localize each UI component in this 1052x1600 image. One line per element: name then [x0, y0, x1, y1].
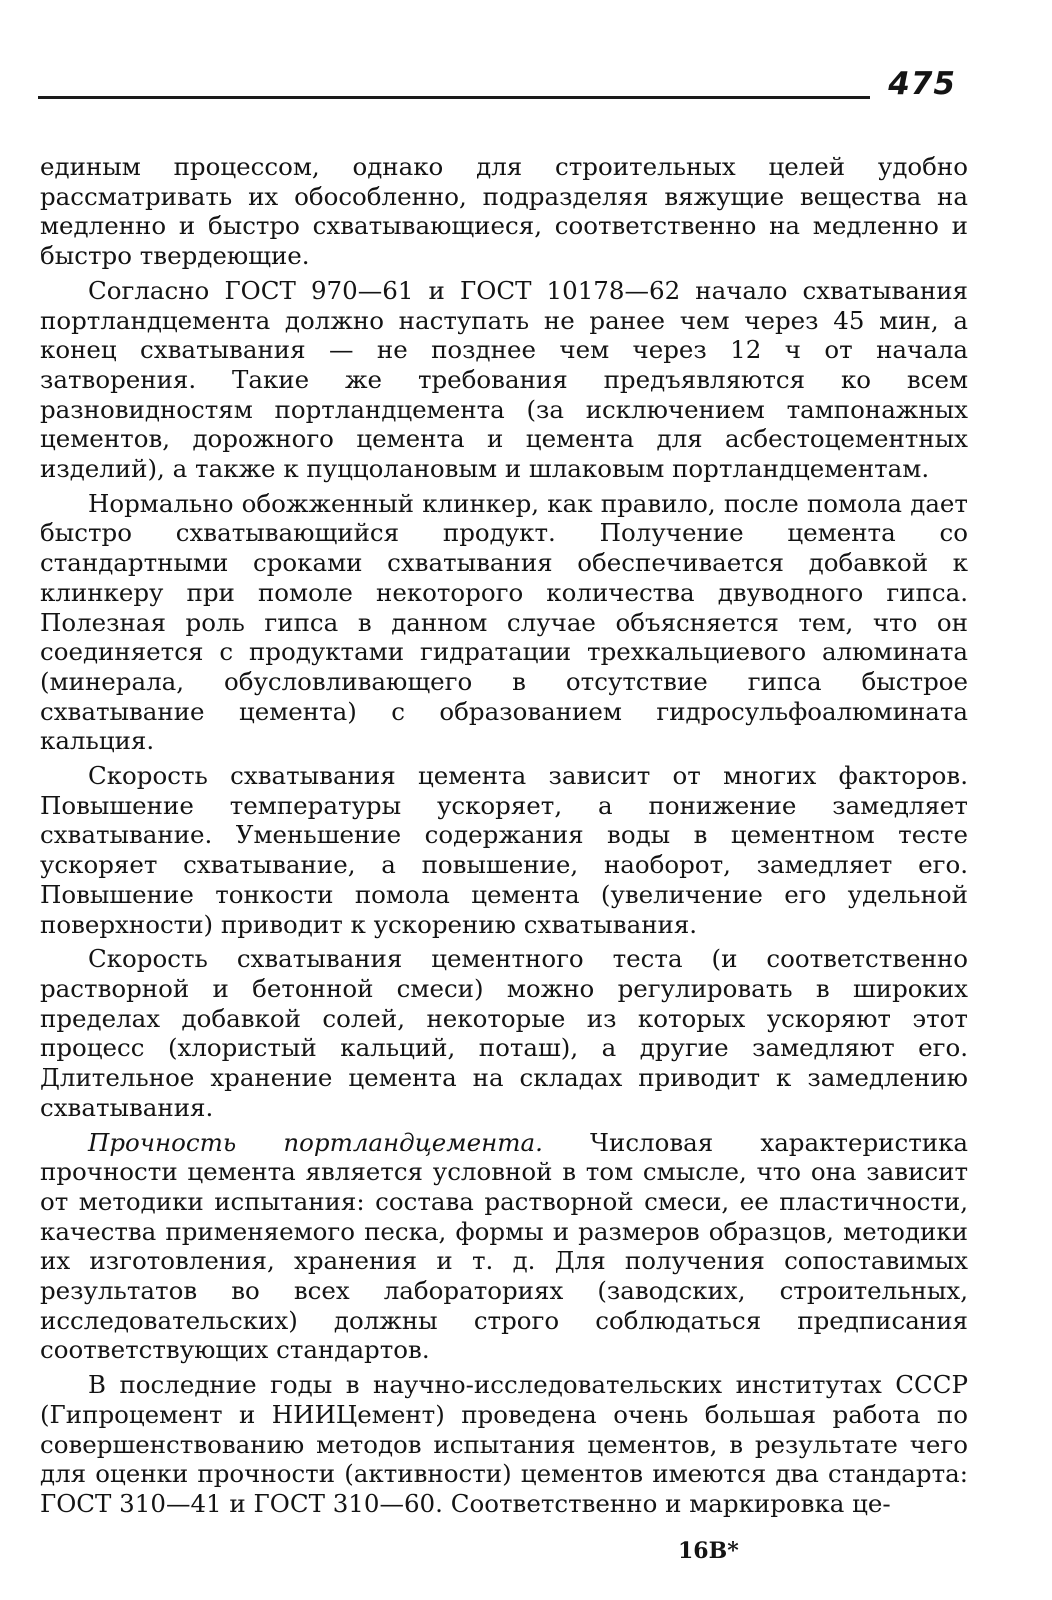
paragraph-salt-additives [40, 944, 968, 1122]
header-rule [38, 96, 870, 99]
body-text [40, 152, 968, 1519]
printer-signature-mark: 16В* [678, 1538, 739, 1564]
paragraph-gost-setting-times [40, 276, 968, 484]
paragraph-text: Скорость схватывания цементного теста (и соответственно растворной и бетонной смеси) можно регулировать в широких пределах добавкой солей, некоторые из которых ускоряют этот процесс (хлористый кальций, поташ), а другие замедляют его. Длительное хранение цемента на складах приводит к замедлению схватывания. [40, 944, 968, 1122]
page-number: 475 [888, 66, 956, 102]
paragraph-text: В последние годы в научно-исследовательских институтах СССР (Гипроцемент и НИИЦемент) проведена очень большая работа по совершенствованию методов испытания цементов, в результате чего для оценки прочности (активности) цементов имеются два стандарта: ГОСТ 310—41 и ГОСТ 310—60. Соответственно и маркировка це- [40, 1370, 968, 1518]
section-lead-heading: Прочность портландцемента. [88, 1127, 543, 1157]
paragraph-testing-standards [40, 1370, 968, 1519]
paragraph-setting-classification [40, 152, 968, 271]
paragraph-text: Нормально обожженный клинкер, как правило, после помола дает быстро схватывающийся продукт. Получение цемента со стандартными сроками схватывания обеспечивается добавкой к клинкеру при помоле некоторого количества двуводного гипса. Полезная роль гипса в данном случае объясняется тем, что он соединяется с продуктами гидратации трехкальциевого алюмината (минерала, обусловливающего в отсутствие гипса быстрое схватывание цемента) с образованием гидросульфоалюмината кальция. [40, 488, 968, 756]
paragraph-text: единым процессом, однако для строительных целей удобно рассматривать их обособленно, подразделяя вяжущие вещества на медленно и быстро схватывающиеся, соответственно на медленно и быстро твердеющие. [40, 152, 968, 271]
paragraph-setting-factors [40, 761, 968, 939]
paragraph-text: Числовая характеристика прочности цемента является условной в том смысле, что она зависит от методики испытания: состава растворной смеси, ее пластичности, качества применяемого песка, формы и размеров образцов, методики их изготовления, хранения и т. д. Для получения сопоставимых результатов во всех лабораториях (заводских, строительных, исследовательских) должны строго соблюдаться предписания соответствующих стандартов. [40, 1127, 969, 1365]
paragraph-text: Согласно ГОСТ 970—61 и ГОСТ 10178—62 начало схватывания портландцемента должно наступать не ранее чем через 45 мин, а конец схватывания — не позднее чем через 12 ч от начала затворения. Такие же требования предъявляются ко всем разновидностям портландцемента (за исключением тампонажных цементов, дорожного цемента и цемента для асбестоцементных изделий), а также к пуццолановым и шлаковым портландцементам. [40, 275, 968, 484]
paragraph-text: Скорость схватывания цемента зависит от многих факторов. Повышение температуры ускоряет, а понижение замедляет схватывание. Уменьшение содержания воды в цементном тесте ускоряет схватывание, а повышение, наоборот, замедляет его. Повышение тонкости помола цемента (увеличение его удельной поверхности) приводит к ускорению схватывания. [40, 761, 968, 939]
paragraph-cement-strength [40, 1128, 968, 1366]
paragraph-gypsum-role [40, 489, 968, 756]
page-header [38, 62, 974, 106]
